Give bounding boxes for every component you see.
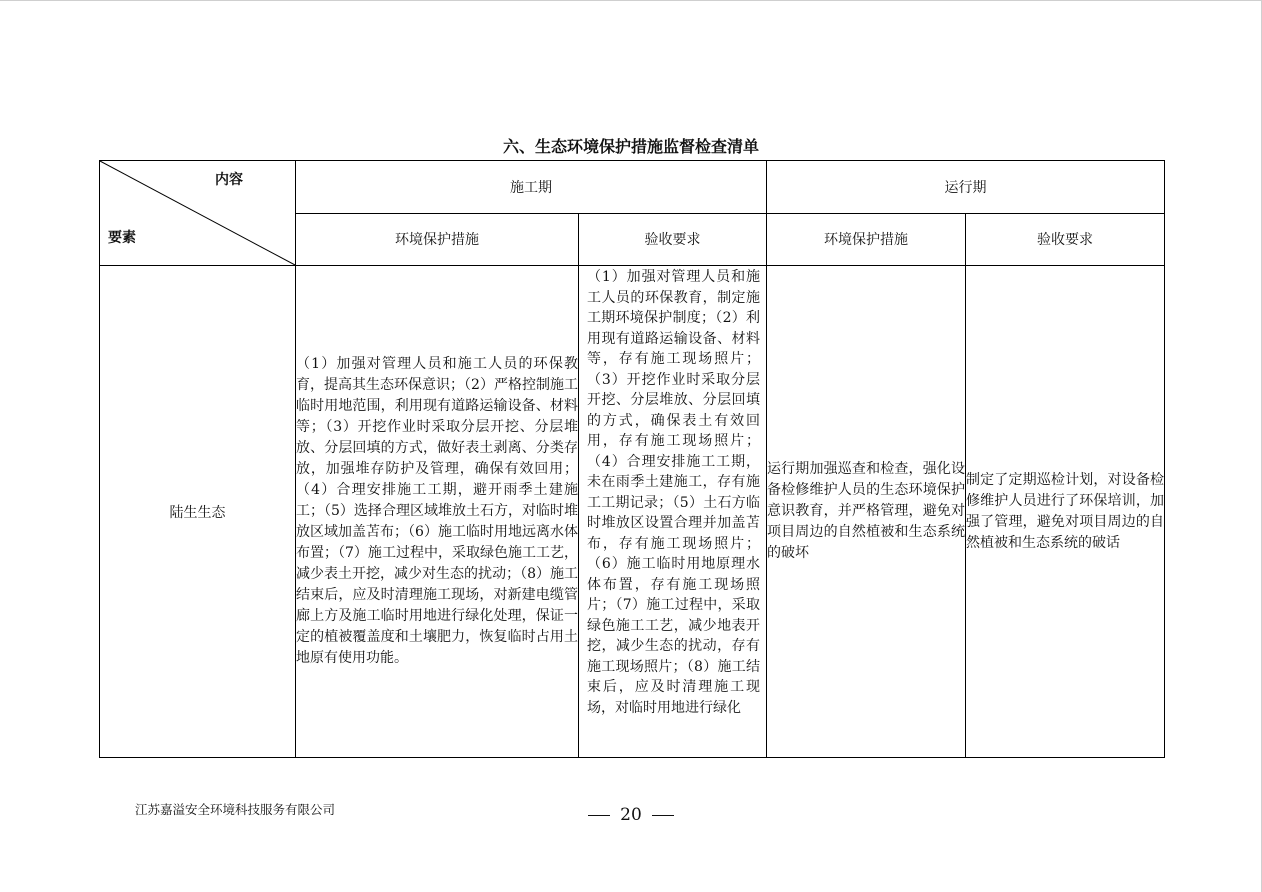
construction-acceptance-cell xyxy=(579,266,767,758)
page-edge-top xyxy=(0,0,1262,1)
footer-company-name: 江苏嘉溢安全环境科技服务有限公司 xyxy=(135,802,336,817)
header-construction-measures: 环境保护措施 xyxy=(296,213,579,266)
header-operation-phase: 运行期 xyxy=(767,161,1165,214)
header-row-phases xyxy=(100,161,1165,214)
header-construction-phase: 施工期 xyxy=(296,161,767,214)
corner-label-element: 要素 xyxy=(108,230,136,246)
page-title: 六、生态环境保护措施监督检查清单 xyxy=(502,137,759,156)
element-cell-terrestrial-ecology: 陆生生态 xyxy=(100,266,296,758)
header-construction-acceptance: 验收要求 xyxy=(579,213,767,266)
header-operation-acceptance: 验收要求 xyxy=(966,213,1165,266)
supervision-checklist-table xyxy=(99,160,1165,758)
table-row-terrestrial-ecology xyxy=(100,266,1165,758)
corner-label-content: 内容 xyxy=(215,172,243,188)
corner-header-cell xyxy=(100,161,296,266)
page-number-value: 20 xyxy=(620,805,642,825)
page-number-dash-left xyxy=(588,815,610,816)
construction-acceptance-text: （1）加强对管理人员和施工人员的环保教育，制定施工期环境保护制度；（2）利用现有道路运输设备、材料等，存有施工现场照片；（3）开挖作业时采取分层开挖、分层堆放、分层回填的方式，确保表土有效回用，存有施工现场照片；（4）合理安排施工工期，未在雨季土建施工，存有施工工期记录；（5）土石方临时堆放区设置合理并加盖苫布，存有施工现场照片；（6）施工临时用地原理水体布置，存有施工现场照片；（7）施工过程中，采取绿色施工工艺，减少地表开挖，减少生态的扰动，存有施工现场照片；（8）施工结束后，应及时清理施工现场，对临时用地进行绿化 xyxy=(587,269,760,716)
corner-diagonal-line xyxy=(100,161,295,265)
operation-measures-cell: 运行期加强巡查和检查，强化设备检修维护人员的生态环境保护意识教育，并严格管理，避免对项目周边的自然植被和生态系统的破坏 xyxy=(767,266,966,758)
footer-page-number xyxy=(0,804,1262,826)
construction-measures-cell: （1）加强对管理人员和施工人员的环保教育，提高其生态环保意识；（2）严格控制施工临时用地范围，利用现有道路运输设备、材料等；（3）开挖作业时采取分层开挖、分层堆放、分层回填的方式，做好表土剥离、分类存放，加强堆存防护及管理，确保有效回用；（4）合理安排施工工期，避开雨季土建施工；（5）选择合理区域堆放土石方，对临时堆放区域加盖苫布；（6）施工临时用地远离水体布置；（7）施工过程中，采取绿色施工工艺，减少表土开挖，减少对生态的扰动；（8）施工结束后，应及时清理施工现场，对新建电缆管廊上方及施工临时用地进行绿化处理，保证一定的植被覆盖度和土壤肥力，恢复临时占用土地原有使用功能。 xyxy=(296,266,579,758)
header-operation-measures: 环境保护措施 xyxy=(767,213,966,266)
operation-acceptance-cell: 制定了定期巡检计划，对设备检修维护人员进行了环保培训，加强了管理，避免对项目周边的自然植被和生态系统的破话 xyxy=(966,266,1165,758)
page-number-dash-right xyxy=(652,815,674,816)
